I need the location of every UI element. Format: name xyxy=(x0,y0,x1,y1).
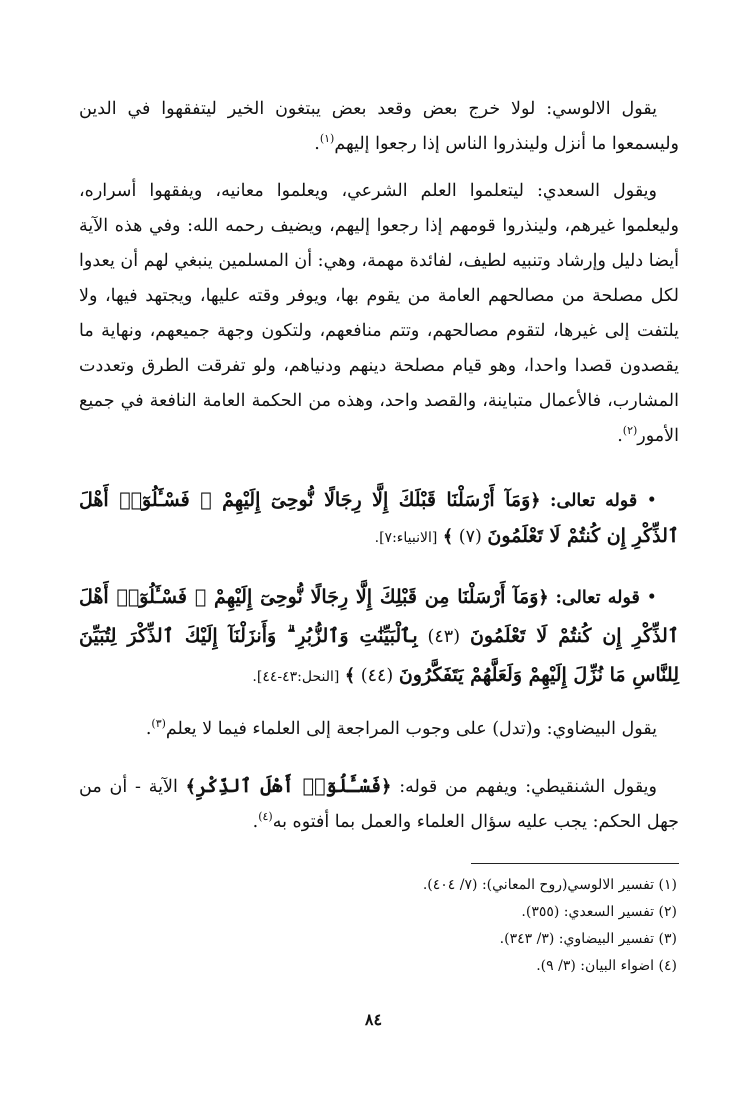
paragraph-text: يقول البيضاوي: و(تدل) على وجوب المراجعة إلى العلماء فيما لا يعلم xyxy=(165,719,657,739)
footnote-item xyxy=(77,953,677,980)
verse-lead: قوله تعالى: xyxy=(550,491,638,511)
paragraph-saadi xyxy=(79,174,679,454)
footnote-text: تفسير البيضاوي: (٣/ ٣٤٣). xyxy=(499,931,655,947)
footnote-divider xyxy=(471,863,679,864)
ayah-number: (٤٤) xyxy=(360,666,394,686)
ornate-bracket-close: ﴾ xyxy=(185,777,196,797)
footnote-text: اضواء البيان: (٣/ ٩). xyxy=(536,958,655,974)
footnote-ref: (١) xyxy=(319,132,335,146)
surah-reference: [الانبياء:٧]. xyxy=(374,530,438,546)
paragraph-text: يقول الالوسي: لولا خرج بعض وقعد بعض يبتغون الخير ليتفقهوا في الدين وليسمعوا ما أنزل ولينذروا الناس إذا رجعوا إليهم xyxy=(79,99,679,154)
footnote-text: تفسير الالوسي(روح المعاني): (٧/ ٤٠٤). xyxy=(422,877,655,893)
ornate-bracket-open: ﴿ xyxy=(538,588,549,608)
footnote-number: (٣) xyxy=(658,931,677,947)
ornate-bracket-open: ﴿ xyxy=(381,777,392,797)
footnote-item xyxy=(77,899,677,926)
paragraph-text: ويقول الشنقيطي: ويفهم من قوله: xyxy=(399,777,657,797)
footnote-item xyxy=(77,926,677,953)
paragraph-baydawi xyxy=(79,712,679,747)
surah-reference: [النحل:٤٣-٤٤]. xyxy=(252,669,340,685)
punctuation: . xyxy=(145,719,152,739)
footnotes-list xyxy=(77,872,677,980)
ayah-text: فَسْـَٔلُوٓا۟ أَهْلَ ٱلذِّكْرِ xyxy=(195,775,382,797)
footnote-number: (٢) xyxy=(658,904,677,920)
paragraph-text: الآية - أن من جهل الحكم: يجب عليه سؤال العلماء والعمل بما أفتوه به xyxy=(79,777,679,832)
footnote-item xyxy=(77,872,677,899)
ayah-text: وَمَآ أَرْسَلْنَا مِن قَبْلِكَ إِلَّا رِجَالًا نُّوحِىٓ إِلَيْهِمْ ۚ فَسْـَٔلُوٓا۟ أَهْلَ ٱلذِّكْرِ إِن كُنتُمْ لَا تَعْلَمُونَ xyxy=(79,586,679,647)
footnote-number: (٤) xyxy=(658,958,677,974)
ornate-bracket-close: ﴾ xyxy=(442,527,454,547)
footnote-number: (١) xyxy=(658,877,677,893)
punctuation: . xyxy=(252,812,259,832)
paragraph-alusi xyxy=(79,92,679,162)
footnote-ref: (٣) xyxy=(151,717,166,731)
paragraph-shinqiti xyxy=(79,769,679,840)
paragraph-text: ويقول السعدي: ليتعلموا العلم الشرعي، ويعلموا معانيه، ويفقهوا أسراره، وليعلموا غيرهم، ولينذروا قومهم إذا رجعوا إليهم، ويضيف رحمه الله: وفي هذه الآية أيضا دليل وإرشاد وتنبيه لطيف، لفائدة مهمة، وهي: أن المسلمين ينبغي لهم أن يعدوا لكل مصلحة من مصالحهم العامة من يقوم بها، ويوفر وقته عليها، ويجتهد فيها، ولا يلتفت إلى غيرها، لتقوم مصالحهم، وتتم منافعهم، ولتكون وجهة جميعهم، ونهاية ما يقصدون قصدا واحدا، وهو قيام مصلحة دينهم ودنياهم، ولو تفرقت الطرق وتعددت المشارب، فالأعمال متباينة، والقصد واحد، وهذه من الحكمة العامة النافعة في جميع الأمور xyxy=(79,181,679,446)
page-number: ٨٤ xyxy=(364,1010,383,1029)
footnote-text: تفسير السعدي: (٣٥٥). xyxy=(521,904,655,920)
quran-verse-anbiya xyxy=(79,483,679,556)
punctuation: . xyxy=(617,426,623,446)
footnote-ref: (٤) xyxy=(258,810,273,824)
ayah-text: وَمَآ أَرْسَلْنَا قَبْلَكَ إِلَّا رِجَالًا نُّوحِىٓ إِلَيْهِمْ ۖ فَسْـَٔلُوٓا۟ أَهْلَ ٱلذِّكْرِ إِن كُنتُمْ لَا تَعْلَمُونَ xyxy=(79,489,679,547)
punctuation: . xyxy=(314,134,320,154)
ornate-bracket-open: ﴿ xyxy=(530,491,541,511)
footnote-ref: (٢) xyxy=(622,424,638,438)
quran-verse-nahl xyxy=(79,578,679,696)
ornate-bracket-close: ﴾ xyxy=(344,666,356,686)
ayah-number: (٤٣) xyxy=(427,627,461,647)
verse-lead: قوله تعالى: xyxy=(555,588,640,608)
ayah-number: (٧) xyxy=(458,527,482,547)
ayah-text: بِٱلْبَيِّنَٰتِ وَٱلزُّبُرِ ۗ وَأَنزَلْنَآ إِلَيْكَ ٱلذِّكْرَ لِتُبَيِّنَ لِلنَّاسِ مَا نُزِّلَ إِلَيْهِمْ وَلَعَلَّهُمْ يَتَفَكَّرُونَ xyxy=(79,625,679,686)
